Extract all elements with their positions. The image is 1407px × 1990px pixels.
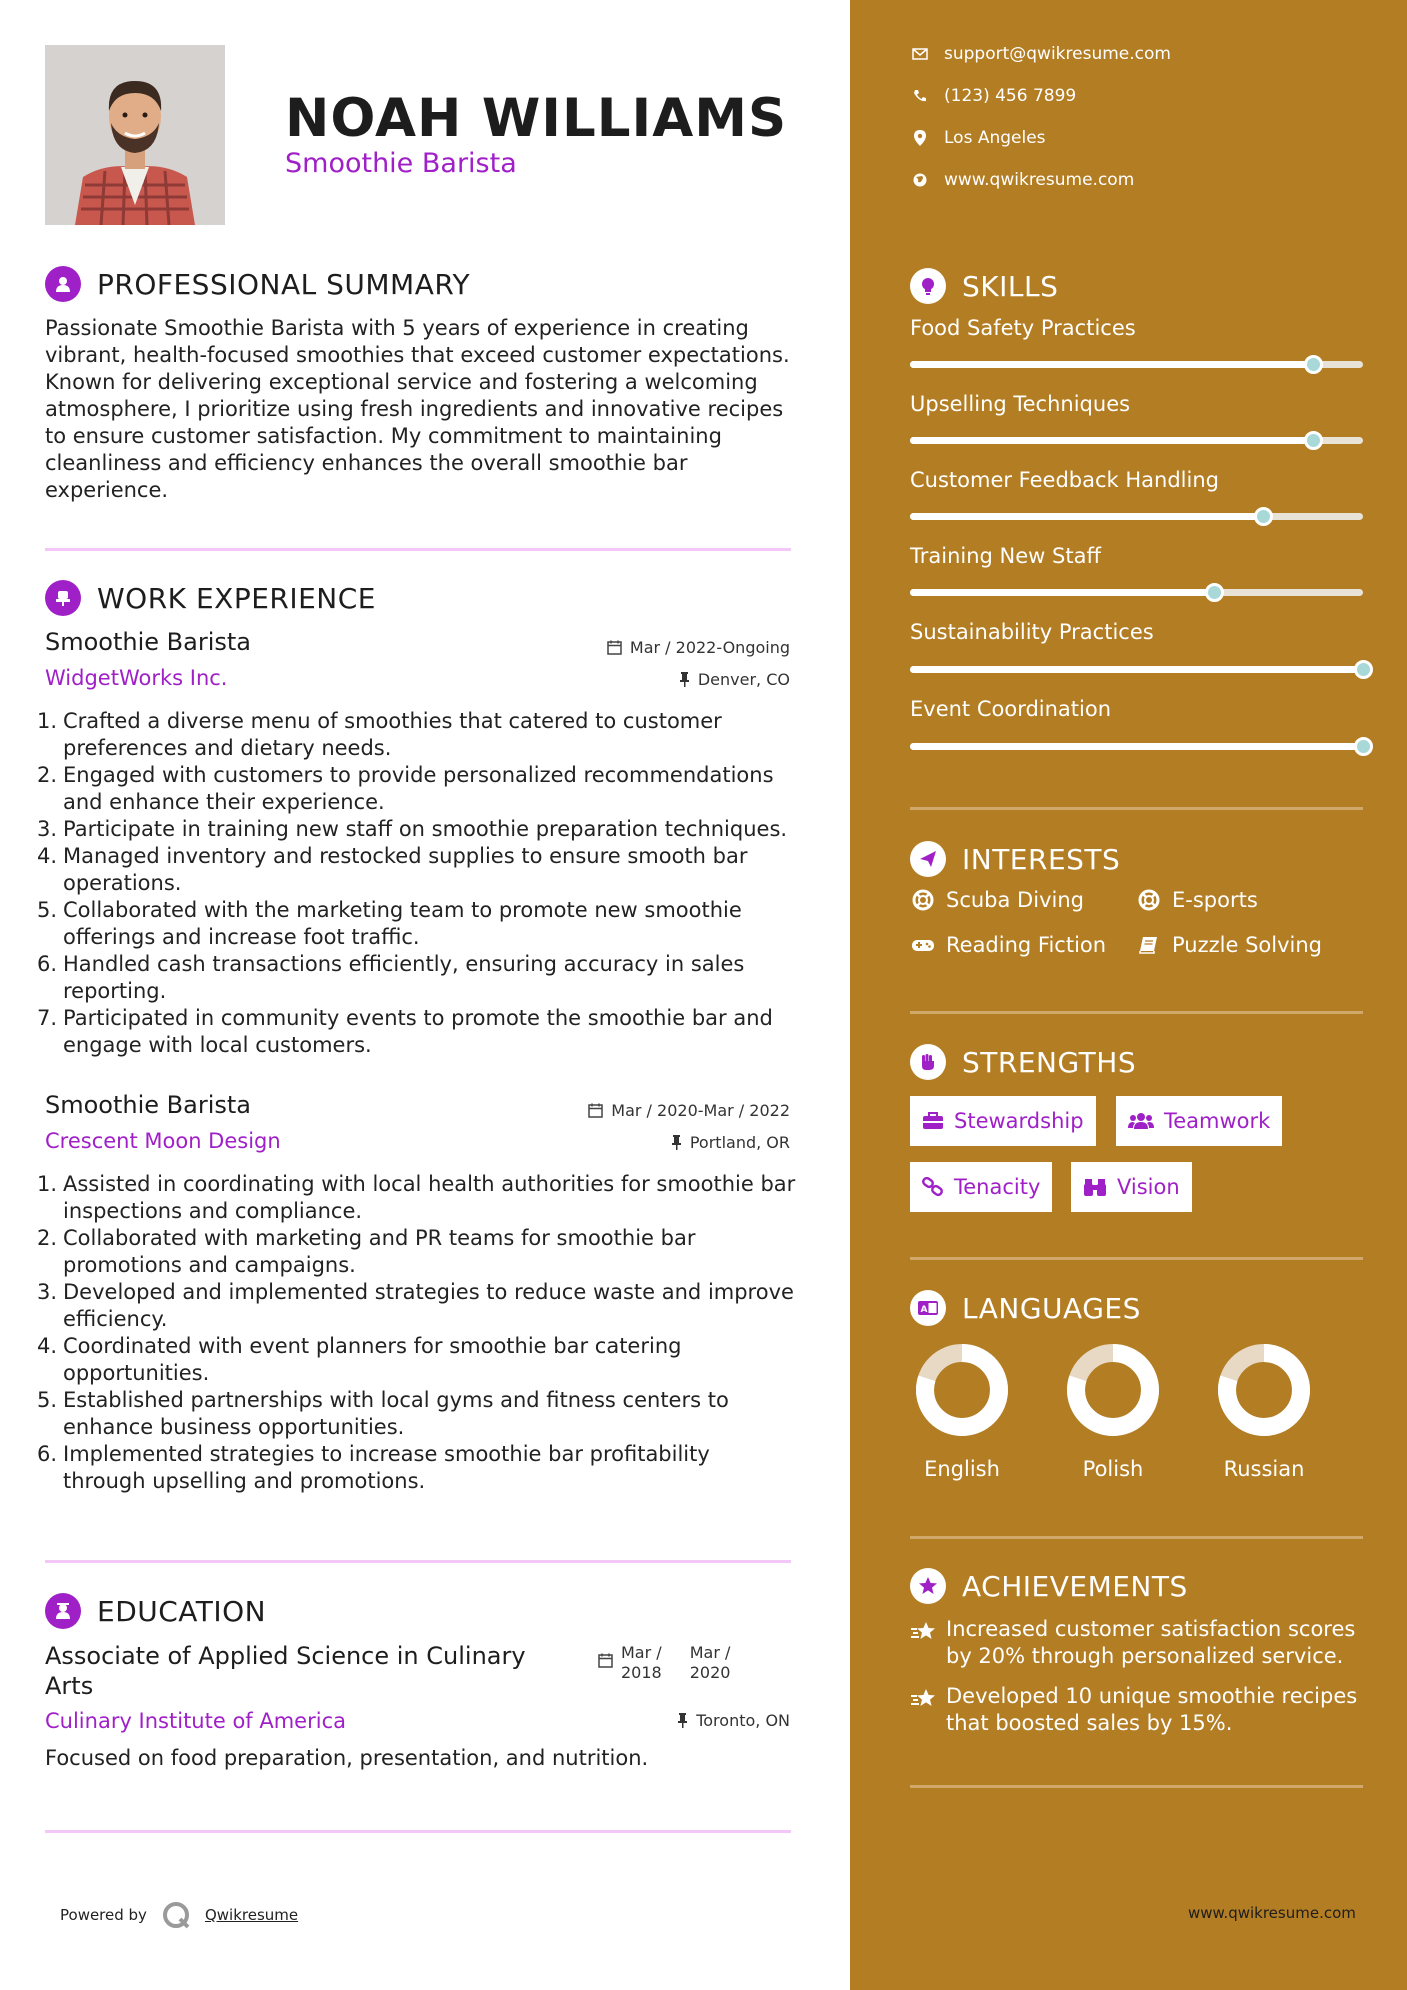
paper-plane-icon (910, 841, 946, 877)
job-location-text: Portland, OR (689, 1133, 790, 1152)
skill-label: Customer Feedback Handling (910, 468, 1219, 492)
list-item: 3. Developed and implemented strategies to reduce waste and improve efficiency. (37, 1280, 794, 1331)
summary-heading (45, 266, 470, 302)
skill-bar (910, 361, 1363, 368)
job-duties-list (37, 1171, 797, 1495)
link-icon (922, 1177, 944, 1197)
list-item: 1. Crafted a diverse menu of smoothies that catered to customer preferences and dietary needs. (37, 709, 722, 760)
language-label: Polish (1082, 1457, 1144, 1481)
section-divider (910, 1785, 1363, 1788)
email-text: support@qwikresume.com (944, 44, 1171, 64)
skill-bar-knob[interactable] (1304, 355, 1323, 374)
language-donut (912, 1340, 1012, 1440)
list-item: 7. Participated in community events to promote the smoothie bar and engage with local customers. (37, 1006, 773, 1057)
interest-item (910, 888, 1084, 912)
gamepad-icon (911, 937, 935, 953)
end-year: 2020 (689, 1663, 731, 1682)
list-item: 2. Engaged with customers to provide personalized recommendations and enhance their experience. (37, 763, 774, 814)
contact-phone[interactable] (910, 86, 1076, 106)
skill-label: Sustainability Practices (910, 620, 1154, 644)
skill-bar (910, 513, 1363, 520)
lightbulb-icon (910, 268, 946, 304)
skill-bar-knob[interactable] (1254, 507, 1273, 526)
phone-text: (123) 456 7899 (944, 86, 1077, 106)
strengths-heading (910, 1044, 1136, 1080)
job-location (679, 670, 790, 689)
envelope-icon (912, 48, 928, 60)
achievements-title: ACHIEVEMENTS (962, 1569, 1188, 1603)
list-item: 1. Assisted in coordinating with local health authorities for smoothie bar inspections and compliance. (37, 1172, 796, 1223)
school-location (677, 1711, 790, 1730)
star-badge-icon (910, 1568, 946, 1604)
sidebar (850, 0, 1407, 1990)
start-month: Mar / (621, 1643, 662, 1662)
school-location-text: Toronto, ON (696, 1711, 790, 1730)
job-title: Smoothie Barista (45, 1091, 251, 1119)
list-item: 6. Handled cash transactions efficiently, ensuring accuracy in sales reporting. (37, 952, 745, 1003)
pin-icon (677, 1713, 688, 1728)
strength-tag (1116, 1096, 1282, 1146)
strength-label: Tenacity (954, 1175, 1041, 1199)
language-gauge (1053, 1340, 1173, 1444)
interests-heading (910, 841, 1120, 877)
education-title: EDUCATION (97, 1594, 267, 1628)
calendar-icon (598, 1653, 613, 1668)
achievement-item (910, 1616, 1370, 1670)
skill-bar-knob[interactable] (1354, 737, 1373, 756)
star-icon (910, 1620, 938, 1644)
school-name: Culinary Institute of America (45, 1709, 346, 1733)
translate-icon (910, 1290, 946, 1326)
section-divider (910, 1011, 1363, 1014)
strength-label: Teamwork (1164, 1109, 1271, 1133)
section-divider (910, 1257, 1363, 1260)
skill-label: Upselling Techniques (910, 392, 1131, 416)
education-dates (598, 1643, 730, 1683)
language-gauge (902, 1340, 1022, 1444)
website-text: www.qwikresume.com (944, 170, 1135, 190)
degree-line-1: Associate of Applied Science in Culinary (45, 1642, 526, 1670)
list-item: 4. Coordinated with event planners for smoothie bar catering opportunities. (37, 1334, 682, 1385)
job-duties-list (37, 708, 797, 1059)
qwikresume-link[interactable]: Qwikresume (204, 1906, 299, 1924)
pin-icon (679, 672, 690, 687)
job-date-text: Mar / 2022-Ongoing (629, 638, 790, 657)
languages-title: LANGUAGES (962, 1291, 1141, 1325)
strength-tag (910, 1162, 1052, 1212)
job-date-text: Mar / 2020-Mar / 2022 (611, 1101, 790, 1120)
skill-bar (910, 743, 1363, 750)
list-item: 3. Participate in training new staff on smoothie preparation techniques. (37, 817, 788, 841)
contact-website[interactable] (910, 170, 1134, 190)
powered-by-label: Powered by (60, 1906, 147, 1924)
section-divider (910, 1536, 1363, 1539)
end-month: Mar / (689, 1643, 731, 1662)
achievement-item (910, 1683, 1370, 1737)
briefcase-icon (922, 1112, 944, 1130)
language-donut (1214, 1340, 1314, 1440)
summary-text: Passionate Smoothie Barista with 5 years of experience in creating vibrant, health-focused smoothies that exceed customer expectations. Known for delivering exceptional service and fostering a welcoming atmosphere, I prioritize using fresh ingredients and innovative recipes to ensure customer satisfaction. My commitment to maintaining cleanliness and efficiency enhances the overall smoothie bar experience. (45, 316, 790, 502)
job-title: Smoothie Barista (45, 628, 251, 656)
briefcase-chair-icon (45, 580, 81, 616)
skills-title: SKILLS (962, 269, 1059, 303)
interest-label: Reading Fiction (946, 933, 1107, 957)
skill-bar-fill (910, 666, 1363, 673)
skill-bar-fill (910, 437, 1313, 444)
calendar-icon (588, 1103, 603, 1118)
binoculars-icon (1083, 1177, 1107, 1197)
language-donut (1063, 1340, 1163, 1440)
language-label: Russian (1223, 1457, 1305, 1481)
company-name: WidgetWorks Inc. (45, 666, 228, 690)
fist-icon (910, 1044, 946, 1080)
interests-title: INTERESTS (962, 842, 1121, 876)
list-item: 6. Implemented strategies to increase smoothie bar profitability through upselling and promotions. (37, 1442, 710, 1493)
strength-label: Stewardship (954, 1109, 1084, 1133)
company-name: Crescent Moon Design (45, 1129, 281, 1153)
footer-powered-by (60, 1900, 298, 1930)
user-icon (45, 266, 81, 302)
language-gauge (1204, 1340, 1324, 1444)
achievement-text: Increased customer satisfaction scores by 20% through personalized service. (946, 1617, 1356, 1668)
education-description: Focused on food preparation, presentation, and nutrition. (45, 1746, 649, 1770)
experience-title: WORK EXPERIENCE (97, 581, 376, 615)
skill-bar (910, 437, 1363, 444)
map-marker-icon (914, 130, 926, 146)
achievements-heading (910, 1568, 1188, 1604)
skill-label: Food Safety Practices (910, 316, 1136, 340)
skill-bar (910, 589, 1363, 596)
skill-bar-fill (910, 513, 1263, 520)
strength-tag (910, 1096, 1096, 1146)
skill-bar-fill (910, 589, 1214, 596)
interest-item (1136, 888, 1258, 912)
education-end (690, 1643, 731, 1683)
list-item: 5. Collaborated with the marketing team to promote new smoothie offerings and increase foot traffic. (37, 898, 742, 949)
globe-icon (913, 173, 927, 187)
achievement-text: Developed 10 unique smoothie recipes that boosted sales by 15%. (946, 1684, 1358, 1735)
experience-heading (45, 580, 376, 616)
skills-heading (910, 268, 1058, 304)
skill-label: Event Coordination (910, 697, 1112, 721)
interest-item (1136, 933, 1322, 957)
candidate-name: NOAH WILLIAMS (285, 88, 788, 149)
avatar (45, 45, 225, 225)
degree-line-2: Arts (45, 1672, 94, 1700)
users-icon (1128, 1112, 1154, 1130)
job-date (607, 638, 790, 657)
list-item: 4. Managed inventory and restocked supplies to ensure smooth bar operations. (37, 844, 748, 895)
skill-label: Training New Staff (910, 544, 1101, 568)
candidate-title: Smoothie Barista (285, 148, 517, 179)
interest-label: Puzzle Solving (1172, 933, 1322, 957)
languages-heading (910, 1290, 1141, 1326)
life-ring-icon (1138, 889, 1160, 911)
education-heading (45, 1593, 266, 1629)
skill-bar-knob[interactable] (1205, 583, 1224, 602)
pin-icon (671, 1135, 682, 1150)
section-divider (45, 548, 791, 551)
section-divider (45, 1560, 791, 1563)
section-divider (910, 807, 1363, 810)
interest-label: Scuba Diving (946, 888, 1084, 912)
contact-location (910, 128, 1046, 148)
education-start (621, 1643, 662, 1683)
skill-bar-fill (910, 743, 1363, 750)
life-ring-icon (912, 889, 934, 911)
degree (45, 1641, 565, 1701)
summary-title: PROFESSIONAL SUMMARY (97, 267, 471, 301)
book-icon (1139, 935, 1159, 955)
strength-tag (1071, 1162, 1192, 1212)
list-item: 2. Collaborated with marketing and PR teams for smoothie bar promotions and campaigns. (37, 1226, 696, 1277)
strengths-title: STRENGTHS (962, 1045, 1137, 1079)
section-divider (45, 1830, 791, 1833)
profile-photo (45, 45, 225, 225)
skill-bar (910, 666, 1363, 673)
footer-site[interactable]: www.qwikresume.com (1188, 1904, 1356, 1922)
interest-item (910, 933, 1106, 957)
phone-icon (913, 89, 927, 103)
interest-label: E-sports (1172, 888, 1258, 912)
calendar-icon (607, 640, 622, 655)
job-date (588, 1101, 790, 1120)
strength-label: Vision (1117, 1175, 1180, 1199)
contact-email[interactable] (910, 44, 1171, 64)
svg-text:A: A (920, 1305, 928, 1315)
list-item: 5. Established partnerships with local gyms and fitness centers to enhance business opportunities. (37, 1388, 729, 1439)
skill-bar-knob[interactable] (1354, 660, 1373, 679)
location-text: Los Angeles (944, 128, 1046, 148)
job-location (671, 1133, 790, 1152)
qwikresume-logo-icon (161, 1900, 191, 1930)
skill-bar-fill (910, 361, 1313, 368)
star-icon (910, 1687, 938, 1711)
job-location-text: Denver, CO (697, 670, 790, 689)
language-label: English (924, 1457, 1000, 1481)
skill-bar-knob[interactable] (1304, 431, 1323, 450)
start-year: 2018 (621, 1663, 662, 1682)
graduate-icon (45, 1593, 81, 1629)
